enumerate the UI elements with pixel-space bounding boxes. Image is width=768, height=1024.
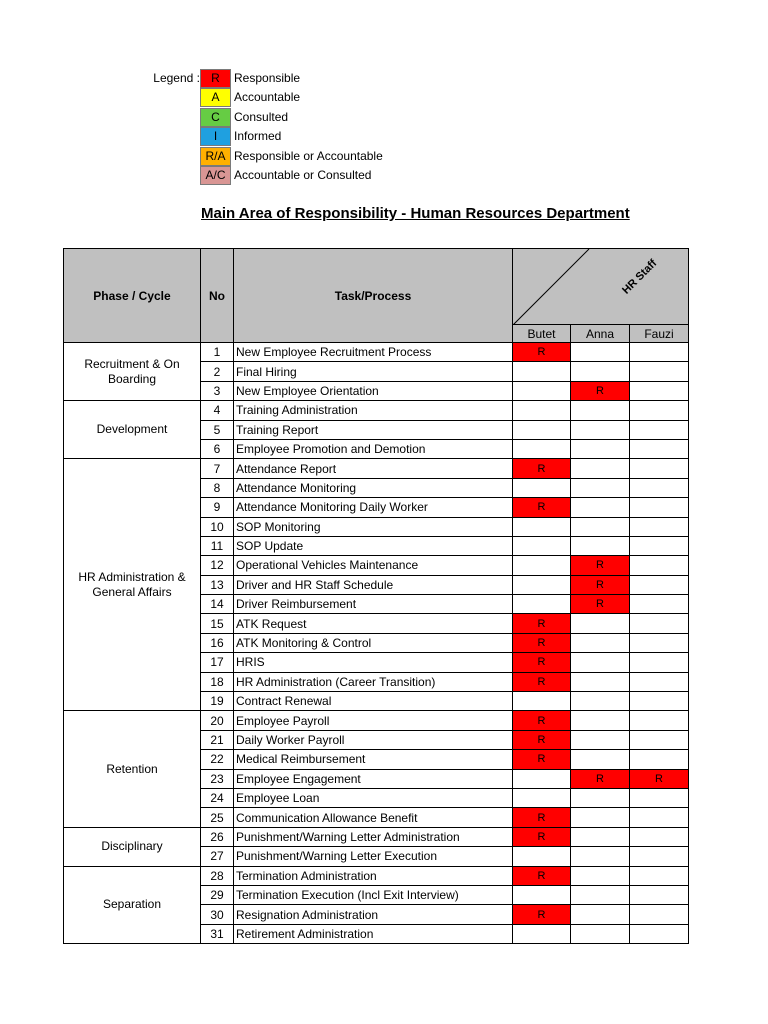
raci-cell [571, 653, 630, 672]
legend-label: Accountable or Consulted [234, 168, 372, 182]
raci-cell [630, 459, 689, 478]
raci-cell: R [513, 730, 571, 749]
raci-cell [513, 420, 571, 439]
raci-cell [630, 439, 689, 458]
raci-cell [571, 498, 630, 517]
raci-cell [513, 847, 571, 866]
raci-cell [630, 905, 689, 924]
task-cell: Attendance Monitoring Daily Worker [234, 498, 513, 517]
raci-cell [630, 692, 689, 711]
row-number: 28 [201, 866, 234, 885]
task-cell: Operational Vehicles Maintenance [234, 556, 513, 575]
raci-cell [571, 730, 630, 749]
task-cell: Attendance Report [234, 459, 513, 478]
row-number: 14 [201, 595, 234, 614]
task-cell: Termination Administration [234, 866, 513, 885]
raci-cell [571, 439, 630, 458]
task-cell: SOP Monitoring [234, 517, 513, 536]
legend-swatch: C [200, 108, 231, 127]
row-number: 13 [201, 575, 234, 594]
legend-swatch: I [200, 127, 231, 146]
staff-header: Butet [513, 325, 571, 343]
raci-table [63, 248, 689, 944]
table-row [64, 711, 689, 730]
task-cell: Driver Reimbursement [234, 595, 513, 614]
task-cell: ATK Monitoring & Control [234, 633, 513, 652]
raci-cell [513, 788, 571, 807]
raci-cell [571, 905, 630, 924]
raci-cell [630, 498, 689, 517]
legend-swatch: R/A [200, 147, 231, 166]
raci-cell [571, 924, 630, 943]
task-cell: New Employee Orientation [234, 381, 513, 400]
raci-cell: R [571, 595, 630, 614]
raci-cell [513, 401, 571, 420]
row-number: 12 [201, 556, 234, 575]
task-cell: Contract Renewal [234, 692, 513, 711]
raci-cell [630, 614, 689, 633]
raci-cell: R [513, 633, 571, 652]
row-number: 23 [201, 769, 234, 788]
raci-cell [571, 401, 630, 420]
raci-cell [630, 808, 689, 827]
raci-cell [630, 924, 689, 943]
header-phase: Phase / Cycle [64, 249, 201, 343]
task-cell: Communication Allowance Benefit [234, 808, 513, 827]
raci-cell: R [513, 905, 571, 924]
task-cell: Training Report [234, 420, 513, 439]
raci-cell [630, 478, 689, 497]
row-number: 17 [201, 653, 234, 672]
task-cell: Resignation Administration [234, 905, 513, 924]
raci-cell [513, 536, 571, 555]
row-number: 18 [201, 672, 234, 691]
raci-cell [513, 556, 571, 575]
raci-cell: R [513, 711, 571, 730]
raci-cell: R [513, 808, 571, 827]
header-hr-staff [513, 249, 689, 325]
table-row [64, 343, 689, 362]
phase-cell: Separation [64, 866, 201, 944]
raci-cell [571, 536, 630, 555]
row-number: 24 [201, 788, 234, 807]
raci-cell [630, 420, 689, 439]
row-number: 22 [201, 750, 234, 769]
task-cell: Punishment/Warning Letter Execution [234, 847, 513, 866]
row-number: 20 [201, 711, 234, 730]
row-number: 25 [201, 808, 234, 827]
row-number: 26 [201, 827, 234, 846]
row-number: 10 [201, 517, 234, 536]
legend-label: Consulted [234, 109, 289, 124]
task-cell: New Employee Recruitment Process [234, 343, 513, 362]
phase-cell: Disciplinary [64, 827, 201, 866]
row-number: 7 [201, 459, 234, 478]
row-number: 9 [201, 498, 234, 517]
raci-cell [513, 517, 571, 536]
raci-cell [571, 692, 630, 711]
row-number: 31 [201, 924, 234, 943]
raci-cell [571, 459, 630, 478]
task-cell: Employee Engagement [234, 769, 513, 788]
raci-cell [571, 614, 630, 633]
raci-cell: R [513, 750, 571, 769]
raci-cell [513, 692, 571, 711]
row-number: 2 [201, 362, 234, 381]
raci-cell [513, 381, 571, 400]
diagonal-divider [513, 249, 689, 325]
task-cell: Daily Worker Payroll [234, 730, 513, 749]
raci-cell [630, 381, 689, 400]
row-number: 19 [201, 692, 234, 711]
table-row [64, 401, 689, 420]
table-row [64, 866, 689, 885]
staff-header: Anna [571, 325, 630, 343]
raci-cell [513, 924, 571, 943]
task-cell: Final Hiring [234, 362, 513, 381]
raci-cell [571, 633, 630, 652]
row-number: 30 [201, 905, 234, 924]
raci-cell [630, 750, 689, 769]
raci-cell: R [513, 614, 571, 633]
raci-cell [513, 885, 571, 904]
raci-cell [630, 847, 689, 866]
legend-label: Responsible [234, 71, 301, 85]
hr-staff-label: HR Staff [620, 257, 660, 297]
raci-cell [630, 362, 689, 381]
legend-title: Legend : [153, 71, 200, 85]
raci-cell: R [513, 459, 571, 478]
raci-cell [630, 343, 689, 362]
raci-cell [630, 711, 689, 730]
row-number: 27 [201, 847, 234, 866]
phase-cell: Development [64, 401, 201, 459]
task-cell: ATK Request [234, 614, 513, 633]
raci-cell [571, 885, 630, 904]
row-number: 4 [201, 401, 234, 420]
raci-cell [571, 827, 630, 846]
row-number: 16 [201, 633, 234, 652]
row-number: 5 [201, 420, 234, 439]
row-number: 29 [201, 885, 234, 904]
table-body [64, 343, 689, 944]
task-cell: Retirement Administration [234, 924, 513, 943]
legend-label: Responsible or Accountable [234, 148, 383, 163]
raci-cell [513, 439, 571, 458]
raci-cell: R [571, 381, 630, 400]
raci-cell [571, 420, 630, 439]
phase-cell: Recruitment & On Boarding [64, 343, 201, 401]
raci-cell [630, 633, 689, 652]
row-number: 1 [201, 343, 234, 362]
task-cell: Attendance Monitoring [234, 478, 513, 497]
raci-cell [630, 536, 689, 555]
raci-cell: R [571, 575, 630, 594]
raci-cell [630, 866, 689, 885]
raci-cell [513, 478, 571, 497]
raci-cell [513, 575, 571, 594]
raci-cell [630, 730, 689, 749]
raci-cell [630, 401, 689, 420]
legend-swatch: A/C [200, 166, 231, 185]
row-number: 11 [201, 536, 234, 555]
raci-cell: R [513, 672, 571, 691]
task-cell: Termination Execution (Incl Exit Interview) [234, 885, 513, 904]
task-cell: Employee Payroll [234, 711, 513, 730]
row-number: 3 [201, 381, 234, 400]
header-task: Task/Process [234, 249, 513, 343]
raci-cell [630, 788, 689, 807]
task-cell: Training Administration [234, 401, 513, 420]
raci-cell [571, 362, 630, 381]
raci-cell: R [630, 769, 689, 788]
raci-cell [571, 788, 630, 807]
raci-cell [630, 575, 689, 594]
raci-cell [630, 595, 689, 614]
row-number: 21 [201, 730, 234, 749]
legend-label: Informed [234, 129, 282, 144]
header-no: No [201, 249, 234, 343]
raci-cell [513, 362, 571, 381]
raci-cell [571, 750, 630, 769]
raci-cell [513, 769, 571, 788]
raci-cell [571, 866, 630, 885]
raci-cell [571, 343, 630, 362]
task-cell: Punishment/Warning Letter Administration [234, 827, 513, 846]
row-number: 15 [201, 614, 234, 633]
raci-cell: R [513, 498, 571, 517]
raci-cell: R [571, 556, 630, 575]
raci-cell: R [513, 653, 571, 672]
raci-cell [571, 711, 630, 730]
staff-header: Fauzi [630, 325, 689, 343]
raci-cell [630, 653, 689, 672]
task-cell: SOP Update [234, 536, 513, 555]
raci-cell [513, 595, 571, 614]
raci-cell [630, 672, 689, 691]
task-cell: Medical Reimbursement [234, 750, 513, 769]
legend-swatch: R [200, 69, 231, 88]
raci-cell [630, 517, 689, 536]
raci-cell: R [513, 343, 571, 362]
table-row [64, 459, 689, 478]
raci-cell [571, 672, 630, 691]
raci-cell: R [513, 866, 571, 885]
task-cell: HRIS [234, 653, 513, 672]
phase-cell: HR Administration & General Affairs [64, 459, 201, 711]
raci-cell [571, 478, 630, 497]
raci-cell: R [513, 827, 571, 846]
task-cell: Employee Loan [234, 788, 513, 807]
table-row [64, 827, 689, 846]
raci-cell [571, 808, 630, 827]
task-cell: Driver and HR Staff Schedule [234, 575, 513, 594]
task-cell: HR Administration (Career Transition) [234, 672, 513, 691]
legend-swatch: A [200, 88, 231, 107]
raci-cell [630, 827, 689, 846]
legend-label: Accountable [234, 90, 301, 105]
task-cell: Employee Promotion and Demotion [234, 439, 513, 458]
raci-cell: R [571, 769, 630, 788]
page-title: Main Area of Responsibility - Human Resources Department [201, 205, 630, 222]
row-number: 6 [201, 439, 234, 458]
raci-cell [630, 885, 689, 904]
raci-cell [571, 517, 630, 536]
raci-cell [630, 556, 689, 575]
raci-cell [571, 847, 630, 866]
phase-cell: Retention [64, 711, 201, 827]
row-number: 8 [201, 478, 234, 497]
